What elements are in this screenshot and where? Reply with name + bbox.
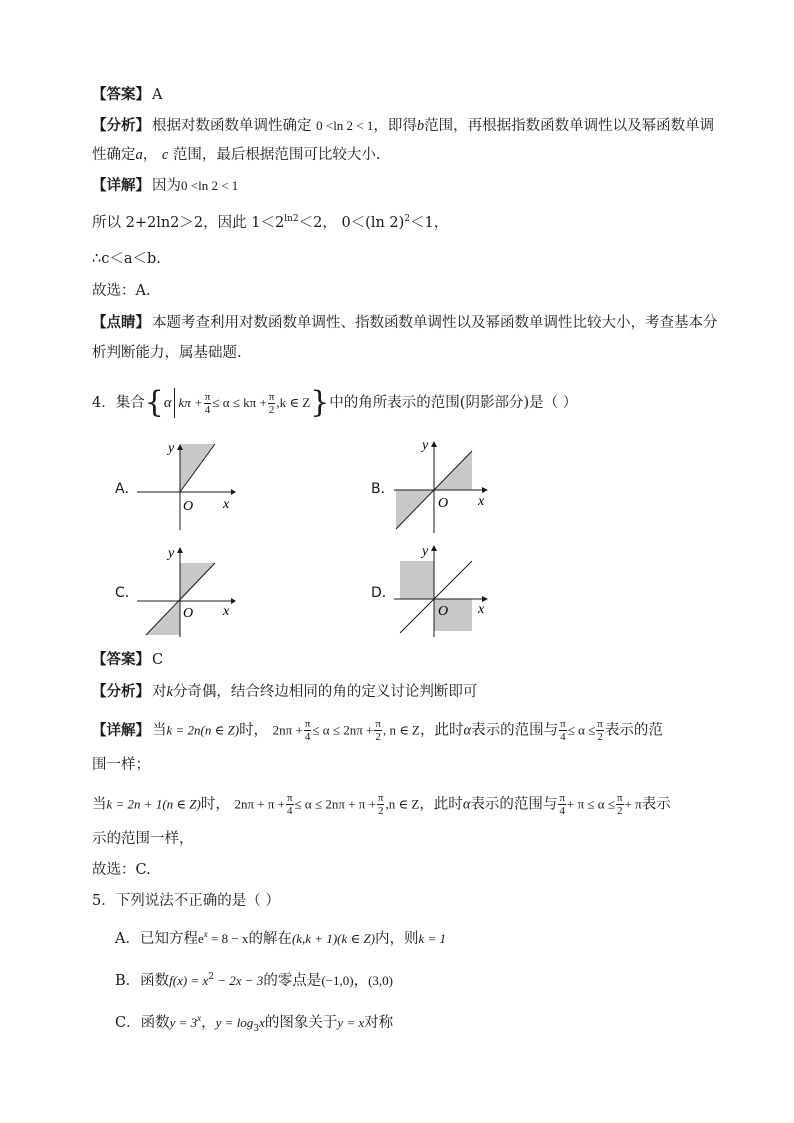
q3-detail-line3: ∴c＜a＜b.	[92, 251, 161, 267]
var-c: c	[161, 147, 169, 163]
q3-detail-line2	[92, 214, 448, 232]
option-b-label: B．	[371, 481, 395, 497]
option-text: 对称	[364, 1015, 394, 1031]
pi-over-2: $\frac{\pi}{2}$	[375, 718, 381, 743]
x-arrow	[231, 598, 236, 604]
analysis-text: 对	[152, 684, 167, 700]
q5-option-c	[115, 1014, 393, 1032]
q4-analysis-line	[92, 683, 477, 701]
var-b: b	[416, 118, 425, 134]
detail-inequality: 0 <ln 2 < 1	[181, 178, 239, 193]
analysis-tag: 【分析】	[92, 117, 150, 134]
analysis-text: 分奇偶，结合终边相同的角的定义讨论判断即可	[172, 684, 478, 700]
option-text: ，	[353, 973, 369, 989]
q3-comment-line2: 析判断能力，属基础题.	[92, 345, 242, 361]
q4-detail-line2: 围一样；	[92, 757, 150, 773]
q4-choose: 故选：C.	[92, 862, 151, 878]
set-expr: kπ +	[178, 395, 203, 410]
exponent: x	[197, 1013, 202, 1023]
axis-x-label: x	[223, 604, 230, 619]
detail-text: 表示的范围与	[470, 796, 558, 813]
detail-text: ，此时	[420, 722, 464, 739]
expr: 2nπ + π +	[234, 796, 285, 812]
option-d-label: D．	[371, 585, 396, 601]
detail-text: 表示的范	[604, 722, 663, 739]
pi-over-4: $\frac{\pi}{4}$	[204, 390, 211, 416]
origin-label: O	[183, 606, 194, 621]
detail-text: 当	[92, 796, 107, 813]
analysis-tag: 【分析】	[92, 683, 150, 700]
answer-value: C	[152, 652, 164, 668]
answer-tag: 【答案】	[92, 86, 150, 103]
axis-x-label: x	[478, 494, 485, 509]
var-a: a	[135, 147, 143, 163]
q5-option-a	[115, 930, 446, 948]
pi-over-4: $\frac{\pi}{4}$	[304, 718, 311, 743]
y-arrow	[431, 545, 437, 551]
expr: + π ≤ α ≤	[567, 796, 615, 812]
exponent: 2	[208, 972, 214, 982]
expr: ≤ α ≤	[567, 722, 596, 738]
exponent: x	[203, 929, 208, 939]
expr: = 8 − x	[207, 931, 249, 946]
q4-detail-line4: 示的范围一样，	[92, 831, 194, 847]
option-text: C．函数	[115, 1015, 170, 1031]
condition: k = 2n + 1(n ∈ Z)	[106, 796, 201, 812]
q4-stem	[92, 385, 578, 420]
exponent: ln2	[284, 214, 299, 224]
exponent: 2	[404, 214, 411, 224]
q3-detail-line1	[92, 177, 238, 195]
graph-a	[135, 440, 245, 535]
var-k: k	[166, 684, 173, 700]
answer-tag: 【答案】	[92, 651, 150, 668]
pi-over-4: $\frac{\pi}{4}$	[560, 718, 566, 743]
option-text: B．函数	[115, 973, 170, 989]
axis-y-label: y	[422, 438, 429, 453]
point: (−1,0)	[321, 973, 354, 988]
detail-text: 所以 2+2ln2＞2，因此 1＜2	[92, 215, 285, 231]
alpha: α	[163, 395, 172, 411]
option-text: ，	[201, 1015, 216, 1031]
pi-over-2: $\frac{\pi}{2}$	[377, 792, 384, 817]
expr: ≤ α ≤ 2nπ +	[312, 722, 374, 738]
shaded-region	[400, 561, 434, 599]
q5-stem: 5．下列说法不正确的是（ ）	[92, 893, 280, 909]
expr: ≤ α ≤ 2nπ + π +	[294, 796, 376, 812]
detail-tag: 【详解】	[92, 721, 150, 739]
alpha: α	[463, 722, 472, 739]
option-text: A．已知方程	[115, 931, 198, 947]
detail-text: 时，	[200, 796, 230, 813]
detail-text: 时，	[239, 722, 269, 739]
expr: y = x	[337, 1015, 365, 1030]
x-arrow	[231, 489, 236, 495]
expr: y = log	[215, 1015, 254, 1030]
q4-detail-line1	[92, 718, 663, 743]
axis-y-label: y	[422, 544, 429, 559]
q4-detail-line3	[92, 792, 671, 817]
pi-over-2: $\frac{\pi}{2}$	[616, 792, 623, 817]
origin-label: O	[438, 604, 449, 619]
analysis-inequality: 0 <ln 2 < 1	[316, 118, 374, 133]
q3-choose: 故选：A.	[92, 283, 151, 299]
set-expr: ,k ∈ Z	[276, 395, 311, 410]
expr: y = 3	[169, 1015, 198, 1030]
answer-value: A	[152, 87, 163, 103]
graph-c	[135, 543, 245, 638]
pi-over-4: $\frac{\pi}{4}$	[286, 792, 293, 817]
pi-over-2: $\frac{\pi}{2}$	[268, 390, 275, 416]
left-brace: {	[144, 385, 164, 420]
axis-x-label: x	[223, 497, 230, 512]
expr: 2nπ +	[272, 722, 303, 738]
q4-answer-line	[92, 651, 163, 669]
detail-text: ＜1，	[410, 215, 449, 231]
x-arrow	[482, 487, 488, 493]
q3-analysis-line1	[92, 117, 714, 135]
graph-b	[392, 437, 502, 537]
set-expr: ≤ α ≤ kπ +	[212, 395, 267, 410]
q4-number: 4．集合	[92, 395, 145, 411]
option-a-label: A．	[115, 481, 139, 497]
option-text: 的解在	[248, 931, 292, 947]
alpha: α	[462, 796, 471, 813]
condition: k = 2n(n ∈ Z)	[166, 722, 240, 738]
expr: k = 1	[418, 931, 446, 946]
q3-analysis-line2	[92, 146, 381, 164]
option-text: 的图象关于	[264, 1015, 338, 1031]
q4-stem-text: 中的角所表示的范围(阴影部分)是（ ）	[329, 395, 578, 411]
option-text: 内，则	[374, 931, 419, 947]
point: (3,0)	[368, 973, 393, 988]
detail-text: 因为	[152, 178, 181, 194]
axis-x-label: x	[478, 602, 485, 617]
q5-option-b	[115, 972, 393, 990]
y-arrow	[431, 441, 437, 447]
pi-over-4: $\frac{\pi}{4}$	[559, 792, 565, 817]
subscript: 3	[253, 1023, 260, 1034]
expr: e	[197, 931, 204, 946]
expr: , n ∈ Z	[382, 722, 421, 738]
expr: + π	[624, 796, 642, 812]
right-brace: }	[310, 385, 330, 420]
detail-text: ，此时	[419, 796, 463, 813]
detail-text: 当	[152, 722, 167, 739]
option-text: 的零点是	[263, 973, 322, 989]
origin-label: O	[183, 499, 194, 514]
detail-text: ＜2， 0＜(ln 2)	[298, 215, 405, 231]
y-arrow	[177, 547, 183, 553]
analysis-text: 性确定	[92, 147, 136, 163]
q3-answer-line	[92, 86, 162, 104]
comment-text: 本题考查利用对数函数单调性、指数函数单调性以及幂函数单调性比较大小，考查基本分	[152, 315, 718, 331]
comment-tag: 【点睛】	[92, 314, 150, 331]
detail-text: 表示	[641, 796, 671, 813]
axis-y-label: y	[168, 546, 175, 561]
comma: ，	[142, 147, 158, 163]
analysis-text: 范围，最后根据范围可比较大小.	[172, 147, 381, 163]
detail-tag: 【详解】	[92, 177, 150, 194]
option-c-label: C．	[115, 585, 139, 601]
detail-text: 表示的范围与	[471, 722, 559, 739]
graph-d	[392, 541, 502, 641]
analysis-text: ，即得	[373, 118, 417, 134]
interval: (k,k + 1)(k ∈ Z)	[291, 931, 375, 946]
expr: x	[259, 1015, 265, 1030]
set-bar	[174, 388, 175, 418]
q3-comment-line1	[92, 314, 718, 332]
expr: ,n ∈ Z	[385, 796, 420, 812]
expr: − 2x − 3	[213, 973, 264, 988]
analysis-text: 根据对数函数单调性确定	[152, 118, 312, 134]
axis-y-label: y	[168, 441, 175, 456]
origin-label: O	[438, 496, 449, 511]
expr: f(x) = x	[169, 973, 209, 988]
analysis-text: 范围，再根据指数函数单调性以及幂函数单调	[424, 118, 715, 134]
pi-over-2: $\frac{\pi}{2}$	[597, 718, 603, 743]
